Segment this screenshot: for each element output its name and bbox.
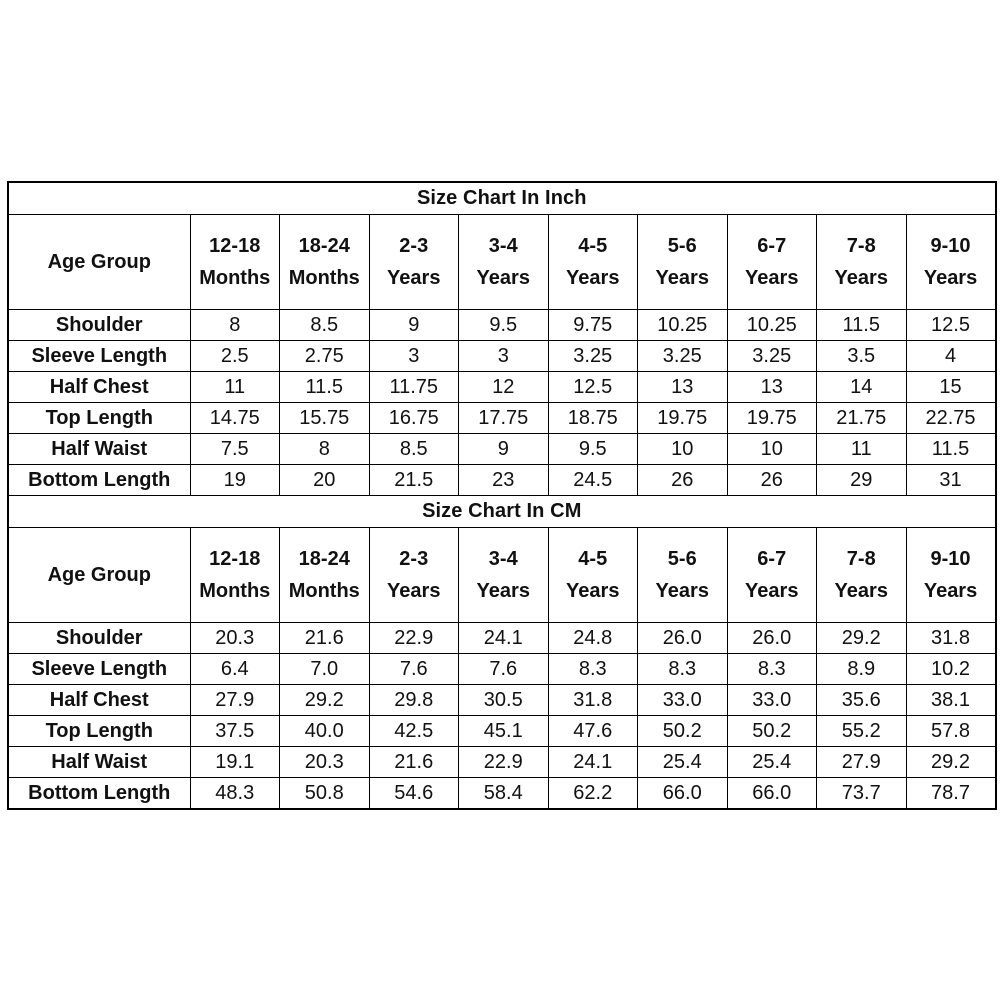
measurement-value: 8.9 <box>817 654 907 685</box>
measurement-value: 54.6 <box>369 778 459 810</box>
age-unit: Years <box>387 580 441 602</box>
age-unit: Years <box>655 580 709 602</box>
measurement-value: 3.25 <box>727 341 817 372</box>
measurement-value: 42.5 <box>369 716 459 747</box>
measurement-value: 62.2 <box>548 778 638 810</box>
measurement-value: 19 <box>190 465 280 496</box>
age-unit: Months <box>288 267 360 289</box>
age-unit: Months <box>199 580 271 602</box>
age-unit: Years <box>834 580 888 602</box>
age-unit: Years <box>566 267 620 289</box>
age-unit: Years <box>834 267 888 289</box>
measurement-value: 13 <box>727 372 817 403</box>
measurement-label: Shoulder <box>8 310 190 341</box>
measurement-label: Half Chest <box>8 372 190 403</box>
measurement-label: Half Chest <box>8 685 190 716</box>
measurement-value: 37.5 <box>190 716 280 747</box>
measurement-value: 73.7 <box>817 778 907 810</box>
age-range: 2-3 <box>399 235 429 257</box>
table-row <box>8 310 996 341</box>
table-row <box>8 403 996 434</box>
measurement-value: 58.4 <box>459 778 549 810</box>
measurement-value: 2.75 <box>280 341 370 372</box>
measurement-label: Sleeve Length <box>8 654 190 685</box>
measurement-value: 3 <box>459 341 549 372</box>
measurement-value: 40.0 <box>280 716 370 747</box>
age-column-header <box>906 215 996 310</box>
measurement-value: 29.2 <box>280 685 370 716</box>
measurement-value: 8 <box>190 310 280 341</box>
age-unit: Years <box>387 267 441 289</box>
measurement-value: 24.1 <box>548 747 638 778</box>
measurement-value: 31.8 <box>548 685 638 716</box>
measurement-value: 47.6 <box>548 716 638 747</box>
measurement-value: 3.5 <box>817 341 907 372</box>
measurement-value: 21.75 <box>817 403 907 434</box>
age-range: 12-18 <box>209 548 261 570</box>
age-unit: Years <box>476 580 530 602</box>
header-row <box>8 215 996 310</box>
measurement-value: 21.6 <box>369 747 459 778</box>
measurement-value: 9 <box>459 434 549 465</box>
measurement-value: 29.2 <box>817 623 907 654</box>
measurement-value: 26.0 <box>727 623 817 654</box>
measurement-value: 21.6 <box>280 623 370 654</box>
table-row <box>8 434 996 465</box>
measurement-value: 8.5 <box>280 310 370 341</box>
measurement-value: 25.4 <box>638 747 728 778</box>
age-range: 18-24 <box>298 548 350 570</box>
measurement-value: 50.2 <box>638 716 728 747</box>
measurement-value: 3 <box>369 341 459 372</box>
table-row <box>8 747 996 778</box>
measurement-label: Top Length <box>8 403 190 434</box>
header-row <box>8 528 996 623</box>
measurement-value: 15.75 <box>280 403 370 434</box>
measurement-value: 66.0 <box>727 778 817 810</box>
measurement-value: 66.0 <box>638 778 728 810</box>
age-range: 5-6 <box>667 548 697 570</box>
age-range: 3-4 <box>488 235 518 257</box>
measurement-value: 24.8 <box>548 623 638 654</box>
measurement-value: 11.5 <box>906 434 996 465</box>
age-unit: Years <box>745 580 799 602</box>
measurement-value: 7.5 <box>190 434 280 465</box>
measurement-value: 11.75 <box>369 372 459 403</box>
age-range: 7-8 <box>846 548 876 570</box>
measurement-value: 22.75 <box>906 403 996 434</box>
measurement-value: 11 <box>190 372 280 403</box>
measurement-value: 12 <box>459 372 549 403</box>
age-column-header <box>190 528 280 623</box>
measurement-value: 7.0 <box>280 654 370 685</box>
measurement-value: 10 <box>727 434 817 465</box>
age-column-header <box>638 215 728 310</box>
age-range: 7-8 <box>846 235 876 257</box>
age-column-header <box>638 528 728 623</box>
measurement-value: 57.8 <box>906 716 996 747</box>
age-column-header <box>817 528 907 623</box>
measurement-value: 29.2 <box>906 747 996 778</box>
measurement-value: 11.5 <box>817 310 907 341</box>
age-column-header <box>280 528 370 623</box>
section-title-row <box>8 496 996 528</box>
measurement-value: 50.8 <box>280 778 370 810</box>
measurement-label: Sleeve Length <box>8 341 190 372</box>
section-title-row <box>8 182 996 215</box>
measurement-value: 12.5 <box>906 310 996 341</box>
measurement-value: 8.3 <box>727 654 817 685</box>
measurement-value: 8.3 <box>548 654 638 685</box>
measurement-value: 9.5 <box>548 434 638 465</box>
measurement-value: 50.2 <box>727 716 817 747</box>
measurement-value: 22.9 <box>369 623 459 654</box>
measurement-label: Half Waist <box>8 747 190 778</box>
age-unit: Years <box>566 580 620 602</box>
measurement-value: 7.6 <box>369 654 459 685</box>
measurement-value: 6.4 <box>190 654 280 685</box>
age-column-header <box>369 528 459 623</box>
measurement-value: 10 <box>638 434 728 465</box>
measurement-value: 16.75 <box>369 403 459 434</box>
age-range: 9-10 <box>930 235 971 257</box>
measurement-value: 14.75 <box>190 403 280 434</box>
age-range: 6-7 <box>757 548 787 570</box>
measurement-value: 19.75 <box>638 403 728 434</box>
measurement-value: 19.75 <box>727 403 817 434</box>
age-unit: Years <box>923 267 978 289</box>
table-row <box>8 341 996 372</box>
measurement-value: 8.5 <box>369 434 459 465</box>
measurement-value: 9.5 <box>459 310 549 341</box>
measurement-value: 4 <box>906 341 996 372</box>
measurement-value: 20.3 <box>280 747 370 778</box>
measurement-label: Bottom Length <box>8 778 190 810</box>
measurement-value: 29 <box>817 465 907 496</box>
measurement-value: 8 <box>280 434 370 465</box>
age-column-header <box>548 528 638 623</box>
age-unit: Months <box>288 580 360 602</box>
age-unit: Years <box>655 267 709 289</box>
age-column-header <box>369 215 459 310</box>
measurement-value: 10.25 <box>638 310 728 341</box>
age-group-header: Age Group <box>8 528 190 623</box>
measurement-value: 18.75 <box>548 403 638 434</box>
measurement-value: 45.1 <box>459 716 549 747</box>
section-title: Size Chart In Inch <box>8 182 996 215</box>
measurement-value: 33.0 <box>638 685 728 716</box>
measurement-value: 33.0 <box>727 685 817 716</box>
age-range: 12-18 <box>209 235 261 257</box>
measurement-value: 38.1 <box>906 685 996 716</box>
age-column-header <box>190 215 280 310</box>
measurement-value: 19.1 <box>190 747 280 778</box>
size-chart-table <box>7 181 997 810</box>
table-row <box>8 716 996 747</box>
measurement-value: 10.2 <box>906 654 996 685</box>
measurement-value: 21.5 <box>369 465 459 496</box>
measurement-value: 26 <box>638 465 728 496</box>
measurement-value: 35.6 <box>817 685 907 716</box>
measurement-value: 9.75 <box>548 310 638 341</box>
table-row <box>8 372 996 403</box>
size-chart-body <box>8 182 996 809</box>
table-row <box>8 654 996 685</box>
age-column-header <box>817 215 907 310</box>
measurement-value: 8.3 <box>638 654 728 685</box>
measurement-value: 3.25 <box>548 341 638 372</box>
measurement-value: 27.9 <box>190 685 280 716</box>
age-column-header <box>280 215 370 310</box>
measurement-value: 9 <box>369 310 459 341</box>
measurement-value: 11.5 <box>280 372 370 403</box>
measurement-value: 25.4 <box>727 747 817 778</box>
measurement-value: 2.5 <box>190 341 280 372</box>
measurement-label: Shoulder <box>8 623 190 654</box>
measurement-value: 3.25 <box>638 341 728 372</box>
measurement-value: 15 <box>906 372 996 403</box>
measurement-value: 31 <box>906 465 996 496</box>
age-range: 9-10 <box>930 548 971 570</box>
age-range: 4-5 <box>578 235 608 257</box>
measurement-value: 24.5 <box>548 465 638 496</box>
measurement-label: Top Length <box>8 716 190 747</box>
section-title: Size Chart In CM <box>8 496 996 528</box>
age-column-header <box>459 528 549 623</box>
measurement-value: 23 <box>459 465 549 496</box>
measurement-value: 22.9 <box>459 747 549 778</box>
age-column-header <box>727 528 817 623</box>
measurement-value: 26.0 <box>638 623 728 654</box>
measurement-value: 12.5 <box>548 372 638 403</box>
measurement-value: 27.9 <box>817 747 907 778</box>
measurement-value: 31.8 <box>906 623 996 654</box>
age-unit: Years <box>476 267 530 289</box>
age-unit: Years <box>923 580 978 602</box>
measurement-label: Bottom Length <box>8 465 190 496</box>
age-column-header <box>727 215 817 310</box>
measurement-value: 14 <box>817 372 907 403</box>
age-range: 6-7 <box>757 235 787 257</box>
age-group-header: Age Group <box>8 215 190 310</box>
age-unit: Months <box>199 267 271 289</box>
measurement-value: 20 <box>280 465 370 496</box>
table-row <box>8 623 996 654</box>
table-row <box>8 778 996 810</box>
age-range: 3-4 <box>488 548 518 570</box>
measurement-value: 78.7 <box>906 778 996 810</box>
measurement-label: Half Waist <box>8 434 190 465</box>
measurement-value: 11 <box>817 434 907 465</box>
age-range: 4-5 <box>578 548 608 570</box>
measurement-value: 30.5 <box>459 685 549 716</box>
age-column-header <box>906 528 996 623</box>
measurement-value: 55.2 <box>817 716 907 747</box>
table-row <box>8 465 996 496</box>
age-range: 2-3 <box>399 548 429 570</box>
measurement-value: 24.1 <box>459 623 549 654</box>
measurement-value: 7.6 <box>459 654 549 685</box>
table-row <box>8 685 996 716</box>
measurement-value: 26 <box>727 465 817 496</box>
measurement-value: 13 <box>638 372 728 403</box>
measurement-value: 20.3 <box>190 623 280 654</box>
age-unit: Years <box>745 267 799 289</box>
measurement-value: 29.8 <box>369 685 459 716</box>
age-range: 18-24 <box>298 235 350 257</box>
measurement-value: 48.3 <box>190 778 280 810</box>
age-column-header <box>459 215 549 310</box>
age-column-header <box>548 215 638 310</box>
measurement-value: 10.25 <box>727 310 817 341</box>
measurement-value: 17.75 <box>459 403 549 434</box>
age-range: 5-6 <box>667 235 697 257</box>
